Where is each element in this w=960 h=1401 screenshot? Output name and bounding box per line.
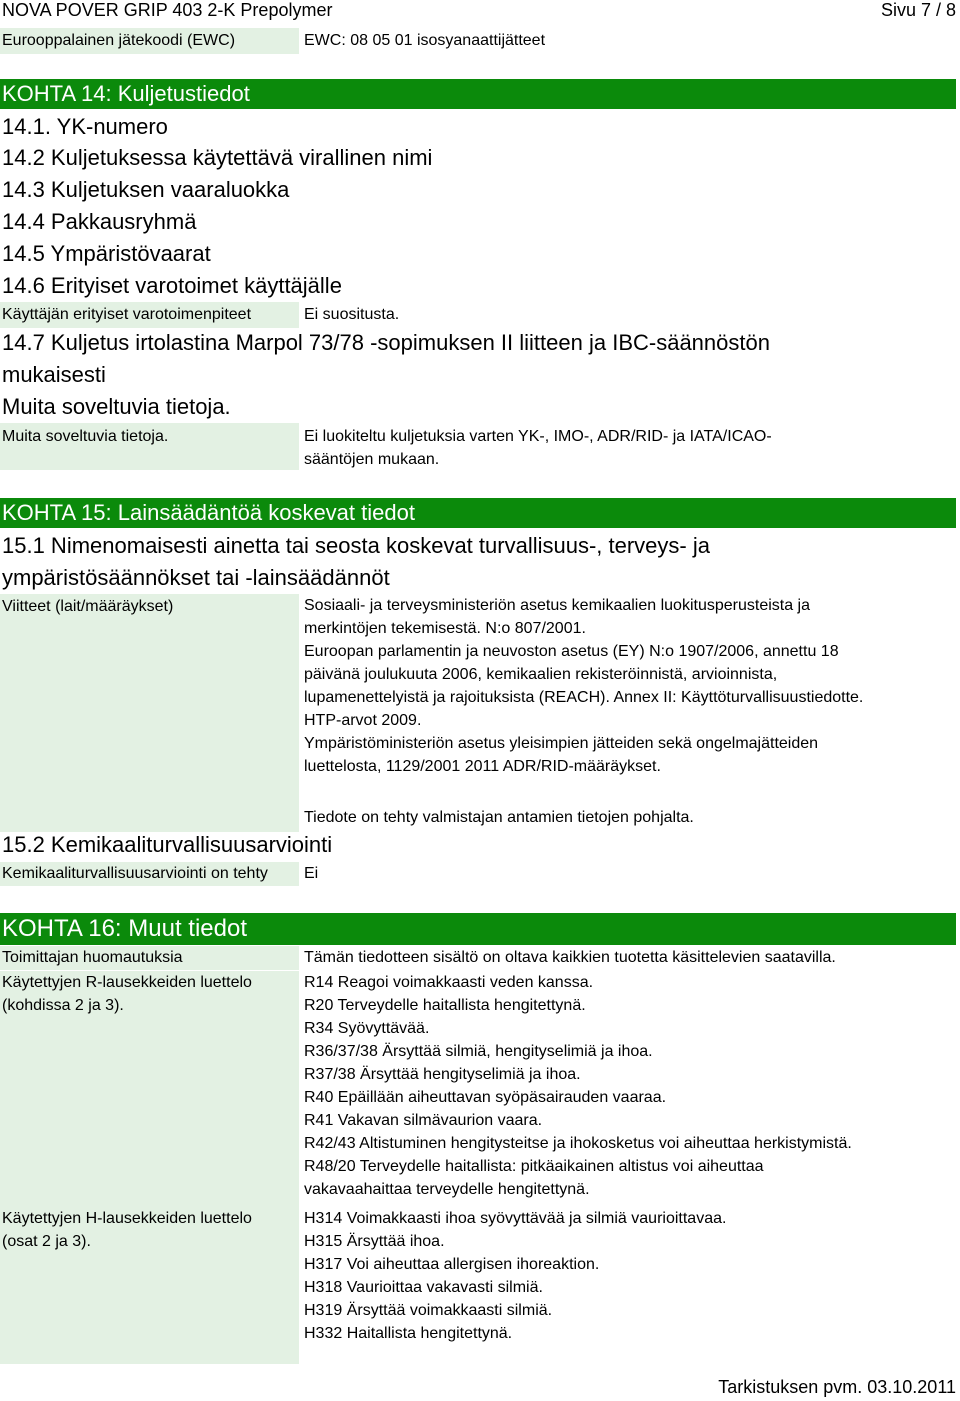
phrases-label-cell xyxy=(0,971,299,1364)
document-title: NOVA POVER GRIP 403 2-K Prepolymer xyxy=(2,0,333,20)
section-16-bar xyxy=(0,913,956,945)
section-14-bar xyxy=(0,79,956,109)
r-phrase: R40 Epäillään aiheuttavan syöpäsairauden vaaraa. xyxy=(304,1089,667,1106)
reference-line: HTP-arvot 2009. xyxy=(304,712,422,729)
h-phrase: H317 Voi aiheuttaa allergisen ihoreaktion. xyxy=(304,1256,600,1273)
precautions-label: Käyttäjän erityiset varotoimenpiteet xyxy=(2,306,252,323)
reference-line: Euroopan parlamentin ja neuvoston asetus (EY) N:o 1907/2006, annettu 18 xyxy=(304,643,839,660)
section-15-title: KOHTA 15: Lainsäädäntöä koskevat tiedot xyxy=(2,500,415,525)
r-phrase: R37/38 Ärsyttää hengityselimiä ja ihoa. xyxy=(304,1066,581,1083)
item-14-5: 14.5 Ympäristövaarat xyxy=(2,241,211,266)
other-info-value-line1: Ei luokiteltu kuljetuksia varten YK-, IMO-, ADR/RID- ja IATA/ICAO- xyxy=(304,428,772,445)
supplier-notes-value: Tämän tiedotteen sisältö on oltava kaikkien tuotetta käsittelevien saatavilla. xyxy=(304,949,836,966)
csa-value: Ei xyxy=(304,865,319,882)
item-15-1-line2: ympäristösäännökset tai -lainsäädännöt xyxy=(2,565,390,590)
item-14-7-line2: mukaisesti xyxy=(2,362,106,387)
reference-line: lupamenettelyistä ja rajoituksista (REACH). Annex II: Käyttöturvallisuustiedotte. xyxy=(304,689,864,706)
references-note: Tiedote on tehty valmistajan antamien tietojen pohjalta. xyxy=(304,809,694,826)
section-16-title: KOHTA 16: Muut tiedot xyxy=(2,915,248,942)
other-info-label: Muita soveltuvia tietoja. xyxy=(2,428,169,445)
reference-line: Ympäristöministeriön asetus yleisimpien jätteiden sekä ongelmajätteiden xyxy=(304,735,819,752)
h-phrase: H318 Vaurioittaa vakavasti silmiä. xyxy=(304,1279,543,1296)
ewc-value: EWC: 08 05 01 isosyanaattijätteet xyxy=(304,32,546,49)
r-phrase: R34 Syövyttävää. xyxy=(304,1020,430,1037)
precautions-value: Ei suositusta. xyxy=(304,306,400,323)
page-number: Sivu 7 / 8 xyxy=(880,0,956,20)
references-label: Viitteet (lait/määräykset) xyxy=(2,598,174,615)
supplier-notes-label-cell xyxy=(0,946,299,970)
reference-line: merkintöjen tekemisestä. N:o 807/2001. xyxy=(304,620,586,637)
r-phrase: R48/20 Terveydelle haitallista: pitkäaikainen altistus voi aiheuttaa xyxy=(304,1158,764,1175)
reference-line: päivänä joulukuuta 2006, kemikaalien rekisteröinnistä, arvioinnista, xyxy=(304,666,778,683)
item-14-1: 14.1. YK-numero xyxy=(2,114,168,139)
r-phrase: vakavaahaittaa terveydelle hengitettynä. xyxy=(304,1181,590,1198)
csa-label-cell xyxy=(0,862,299,886)
item-14-3: 14.3 Kuljetuksen vaaraluokka xyxy=(2,177,290,202)
item-15-2: 15.2 Kemikaaliturvallisuusarviointi xyxy=(2,832,333,857)
item-15-1-line1: 15.1 Nimenomaisesti ainetta tai seosta koskevat turvallisuus-, terveys- ja xyxy=(2,533,710,558)
other-info-value-line2: sääntöjen mukaan. xyxy=(304,451,440,468)
references-label-cell xyxy=(0,594,299,832)
r-phrases-label-line2: (kohdissa 2 ja 3). xyxy=(2,997,124,1014)
r-phrase: R41 Vakavan silmävaurion vaara. xyxy=(304,1112,543,1129)
section-14-title: KOHTA 14: Kuljetustiedot xyxy=(2,81,250,106)
csa-label: Kemikaaliturvallisuusarviointi on tehty xyxy=(2,865,268,882)
h-phrase: H314 Voimakkaasti ihoa syövyttävää ja silmiä vaurioittavaa. xyxy=(304,1210,727,1227)
h-phrases-label-line2: (osat 2 ja 3). xyxy=(2,1233,91,1250)
section-15-bar xyxy=(0,498,956,528)
h-phrase: H319 Ärsyttää voimakkaasti silmiä. xyxy=(304,1302,553,1319)
ewc-label: Eurooppalainen jätekoodi (EWC) xyxy=(2,32,236,49)
precautions-label-cell xyxy=(0,302,299,328)
r-phrase: R14 Reagoi voimakkaasti veden kanssa. xyxy=(304,974,594,991)
item-14-2: 14.2 Kuljetuksessa käytettävä virallinen nimi xyxy=(2,145,433,170)
item-14-4: 14.4 Pakkausryhmä xyxy=(2,209,197,234)
reference-line: Sosiaali- ja terveysministeriön asetus kemikaalien luokitusperusteista ja xyxy=(304,597,811,614)
item-14-7-line1: 14.7 Kuljetus irtolastina Marpol 73/78 -sopimuksen II liitteen ja IBC-säännöstön xyxy=(2,330,770,355)
h-phrase: H332 Haitallista hengitettynä. xyxy=(304,1325,513,1342)
references-value xyxy=(304,594,863,778)
other-info-label-cell xyxy=(0,423,299,470)
r-phrase: R36/37/38 Ärsyttää silmiä, hengityselimiä ja ihoa. xyxy=(304,1043,653,1060)
r-phrase: R42/43 Altistuminen hengitysteitse ja ihokosketus voi aiheuttaa herkistymistä. xyxy=(304,1135,852,1152)
h-phrases-list xyxy=(304,1207,726,1345)
r-phrase: R20 Terveydelle haitallista hengitettynä. xyxy=(304,997,586,1014)
h-phrase: H315 Ärsyttää ihoa. xyxy=(304,1233,445,1250)
reference-line: luettelosta, 1129/2001 2011 ADR/RID-määräykset. xyxy=(304,758,661,775)
supplier-notes-label: Toimittajan huomautuksia xyxy=(2,949,183,966)
ewc-label-cell xyxy=(0,28,299,54)
revision-date: Tarkistuksen pvm. 03.10.2011 xyxy=(718,1377,956,1397)
h-phrases-label-line1: Käytettyjen H-lausekkeiden luettelo xyxy=(2,1210,252,1227)
other-info-heading: Muita soveltuvia tietoja. xyxy=(2,394,231,419)
item-14-6: 14.6 Erityiset varotoimet käyttäjälle xyxy=(2,273,342,298)
r-phrases-list xyxy=(304,971,852,1201)
r-phrases-label-line1: Käytettyjen R-lausekkeiden luettelo xyxy=(2,974,252,991)
